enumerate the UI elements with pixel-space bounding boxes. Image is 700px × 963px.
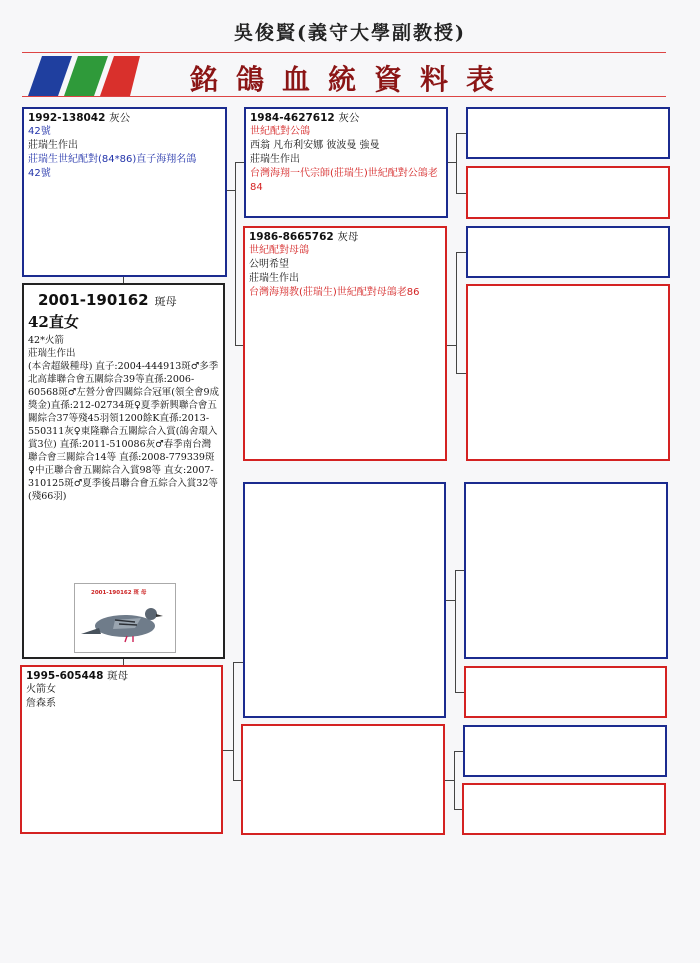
subject-name: 42直女 xyxy=(28,313,79,331)
gen4-card-7[interactable] xyxy=(463,725,667,777)
pigeon-photo xyxy=(74,583,176,653)
connector xyxy=(235,162,244,163)
connector xyxy=(445,780,454,781)
connector xyxy=(123,277,124,283)
connector xyxy=(456,252,466,253)
connector xyxy=(223,750,233,751)
sire-ring: 1992-138042 xyxy=(28,112,106,124)
dam-sex: 斑母 xyxy=(107,670,129,682)
sire-note: 莊瑞生世紀配對(84*86)直子海翔名鴿 xyxy=(28,154,197,165)
divider-bottom xyxy=(22,96,666,97)
author-title: 吳俊賢(義守大學副教授) xyxy=(234,22,466,44)
connector xyxy=(456,193,466,194)
connector xyxy=(456,133,457,193)
connector xyxy=(447,345,456,346)
connector xyxy=(123,659,124,665)
photo-label: 2001-190162 斑 母 xyxy=(91,590,147,596)
connector xyxy=(454,751,463,752)
sire-name: 42號 xyxy=(28,126,51,137)
gen4-card-4[interactable] xyxy=(466,284,670,461)
sire-sex: 灰公 xyxy=(109,112,131,124)
sire-dam-lineage: 公明希望 xyxy=(249,259,289,270)
sire-dam-sex: 灰母 xyxy=(337,231,359,243)
connector xyxy=(448,162,456,163)
divider-top xyxy=(22,52,666,53)
connector xyxy=(455,692,464,693)
sire-dam-card[interactable] xyxy=(243,226,447,461)
subject-sex: 斑母 xyxy=(154,295,177,308)
connector xyxy=(456,133,466,134)
sire-dam-ring: 1986-8665762 xyxy=(249,231,334,243)
sire-line: 42號 xyxy=(28,168,51,179)
connector xyxy=(456,252,457,373)
gen4-card-3[interactable] xyxy=(466,226,670,278)
gen4-card-1[interactable] xyxy=(466,107,670,159)
connector xyxy=(235,162,236,345)
sire-sire-title: 世紀配對公鴿 xyxy=(250,126,310,137)
dam-dam-card[interactable] xyxy=(241,724,445,835)
connector xyxy=(233,662,243,663)
dam-sire-card[interactable] xyxy=(243,482,446,718)
sire-dam-breeder: 莊瑞生作出 xyxy=(249,273,299,284)
connector xyxy=(235,345,243,346)
connector xyxy=(454,751,455,809)
subject-ring: 2001-190162 xyxy=(38,291,149,309)
sire-sire-card[interactable] xyxy=(244,107,448,218)
sire-sire-sex: 灰公 xyxy=(338,112,360,124)
subject-card[interactable] xyxy=(22,283,225,659)
sire-sire-breeder: 莊瑞生作出 xyxy=(250,154,300,165)
sire-breeder: 莊瑞生作出 xyxy=(28,140,78,151)
sire-card[interactable] xyxy=(22,107,227,277)
connector xyxy=(455,570,456,692)
logo-stripes xyxy=(28,56,140,96)
dam-ring: 1995-605448 xyxy=(26,670,104,682)
connector xyxy=(446,600,455,601)
subject-breeder: 莊瑞生作出 xyxy=(28,348,76,359)
sire-sire-lineage: 西翁 凡布利安娜 彼波曼 強曼 xyxy=(250,140,380,151)
sire-dam-title: 世紀配對母鴿 xyxy=(249,245,309,256)
subject-parents: 42*火箭 xyxy=(28,335,64,346)
connector xyxy=(233,780,241,781)
main-title: 銘鴿血統資料表 xyxy=(190,63,513,96)
connector xyxy=(227,190,235,191)
dam-card[interactable] xyxy=(20,665,223,834)
gen4-card-2[interactable] xyxy=(466,166,670,219)
connector xyxy=(456,373,466,374)
dam-name: 火箭女 xyxy=(26,684,56,695)
gen4-card-5[interactable] xyxy=(464,482,668,659)
connector xyxy=(454,809,462,810)
dam-line: 詹森系 xyxy=(26,698,56,709)
sire-sire-note: 台灣海翔一代宗師(莊瑞生)世紀配對公鴿老84 xyxy=(250,168,438,193)
gen4-card-6[interactable] xyxy=(464,666,667,718)
sire-sire-ring: 1984-4627612 xyxy=(250,112,335,124)
connector xyxy=(233,662,234,780)
connector xyxy=(455,570,464,571)
gen4-card-8[interactable] xyxy=(462,783,666,835)
sire-dam-note: 台灣海翔教(莊瑞生)世紀配對母鴿老86 xyxy=(249,287,420,298)
subject-record: (本舍超級種母) 直子:2004-444913斑♂多季北高雄聯合會五關綜合39等直孫:2006-60568斑♂左營分會四關綜合冠軍(領全會9成獎金)直孫:212-02734斑♀夏季新興聯合會五關綜合37等殘45羽領1200餘K直孫:2013-550311灰♀東隆聯合五關綜合入賞(鴿舍環入賞3位) 直孫:2011-510086灰♂春季南台灣聯合會三關綜合14等 直孫:2008-779339斑♀中正聯合會五關綜合入賞98等 直女:2007-310125斑♂夏季後昌聯合會五綜合入賞32等(殘66羽) xyxy=(28,361,219,502)
